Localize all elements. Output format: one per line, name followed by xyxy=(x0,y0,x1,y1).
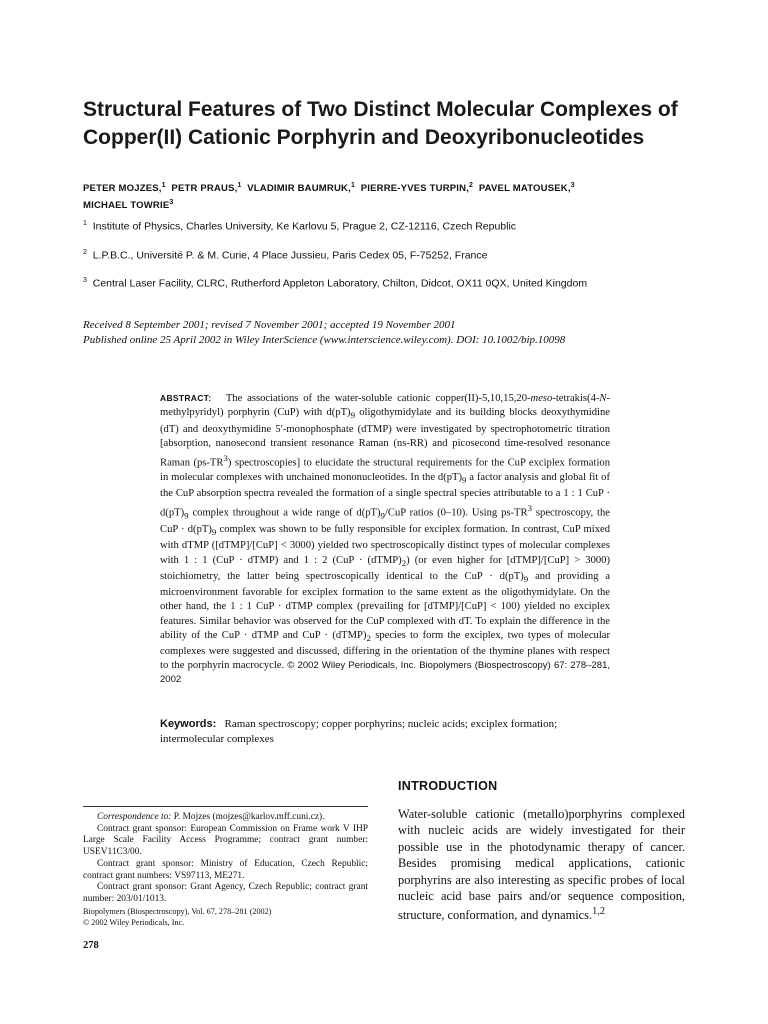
copyright-note: © 2002 Wiley Periodicals, Inc. xyxy=(83,917,185,927)
grant-note: Contract grant sponsor: Ministry of Education, Czech Republic; contract grant numbers: VS97113, ME271. xyxy=(83,858,368,881)
journal-info: Biopolymers (Biospectroscopy), Vol. 67, 278–281 (2002) xyxy=(83,906,272,916)
abstract-label: ABSTRACT: xyxy=(160,393,212,403)
correspondence-note: Correspondence to: P. Mojzes (mojzes@karlov.mff.cuni.cz). xyxy=(97,812,325,822)
section-heading-introduction: INTRODUCTION xyxy=(398,779,498,793)
article-dates xyxy=(83,318,703,348)
keywords: Keywords: Raman spectroscopy; copper porphyrins; nucleic acids; exciplex formation; intermolecular complexes xyxy=(160,718,558,745)
author: PIERRE-YVES TURPIN,$^2$ xyxy=(360,182,474,195)
author: PETER MOJZES,$^1$ xyxy=(83,182,166,195)
author: MICHAEL TOWRIE$^3$ xyxy=(83,199,174,212)
introduction-text: Water-soluble cationic (metallo)porphyrins complexed with nucleic acids are widely investigated for their possible use in the photodynamic therapy of cancer. Besides promising medical applications, cationic porphyrins are also interesting as specific probes of local nucleic acid base pairs and/or sequence composition, structure, conformation, and dynamics.$^{1,2}$ xyxy=(398,807,685,923)
affiliation-2: $^2$ L.P.B.C., Université P. & M. Curie, 4 Place Jussieu, Paris Cedex 05, F-75252, France xyxy=(83,249,488,262)
page-number: 278 xyxy=(83,940,99,951)
abstract-citation: © 2002 Wiley Periodicals, Inc. Biopolymers (Biospectroscopy) 67: 278–281, 2002 xyxy=(160,660,610,686)
grant-note: Contract grant sponsor: Grant Agency, Czech Republic; contract grant number: 203/01/1013. xyxy=(83,882,368,904)
author: PETR PRAUS,$^1$ xyxy=(171,182,242,195)
received-dates: Received 8 September 2001; revised 7 November 2001; accepted 19 November 2001 xyxy=(83,319,456,331)
author: VLADIMIR BAUMRUK,$^1$ xyxy=(247,182,356,195)
abstract: ABSTRACT: The associations of the water-soluble cationic copper(II)-5,10,15,20-meso-tetrakis(4-N-methylpyridyl) porphyrin (CuP) with $d(pT)_9$ oligothymidylate and its building blocks deoxythymidine (dT) and deoxythymidine 5′-monophosphate (dTMP) were investigated by spectrophotometric titration [absorption, nanosecond transient resonance Raman (ns-RR) and picosecond time-resolved resonance Raman $(ps-TR^3)$ spectroscopies] to elucidate the structural requirements for the CuP exciplex formation in molecular complexes with unchained mononucleotides. In the $d(pT)_9$ a factor analysis and global fit of the CuP absorption spectra revealed the formation of a single spectral species attributable to a 1 : 1 CuP · $d(pT)_9$ complex throughout a wide range of $d(pT)_9$/CuP ratios (0–10). Using $ps-TR^3$ spectroscopy, the CuP · $d(pT)_9$ complex was shown to be fully responsible for exciplex formation. In contrast, CuP mixed with dTMP ([dTMP]/[CuP] < 3000) yielded two spectroscopically distinct types of molecular complexes with 1 : 1 (CuP · dTMP) and 1 : 2 $(CuP \cdot (dTMP)_2)$ (or even higher for [dTMP]/[CuP] > 3000) stoichiometry, the latter being spectroscopically identical to the CuP · $d(pT)_9$ and providing a microenvironment favorable for exciplex formation to the same extent as the oligothymidylate. On the other hand, the 1 : 1 CuP · dTMP complex (prevailing for [dTMP]/[CuP] < 100) yielded no exciplex features. Similar behavior was observed for the CuP complexed with dT. To explain the difference in the ability of the CuP · dTMP and CuP · $(dTMP)_2$ species to form the exciplex, two types of molecular complexes were suggested and discussed, differing in the orientation of the thymine planes with respect to the porphyrin macrocycle. © 2002 Wiley Periodicals, Inc. Biopolymers (Biospectroscopy) 67: 278–281, 2002 xyxy=(160,393,611,686)
article-title: Structural Features of Two Distinct Molecular Complexes of Copper(II) Cationic Porphyrin and Deoxyribonucleotides xyxy=(83,98,678,149)
affiliation-3: $^3$ Central Laser Facility, CLRC, Rutherford Appleton Laboratory, Chilton, Didcot, OX11 0QX, United Kingdom xyxy=(83,277,588,290)
keywords-label: Keywords: xyxy=(160,718,217,730)
affiliation-1: $^1$ Institute of Physics, Charles University, Ke Karlovu 5, Prague 2, CZ-12116, Czech Republic xyxy=(83,220,517,233)
grant-note: Contract grant sponsor: European Commission on Frame work V IHP Large Scale Facility Access Programme; contract grant number: USEV11C3/00. xyxy=(83,823,368,858)
footnotes xyxy=(83,806,368,928)
author-list xyxy=(83,179,693,213)
published-online: Published online 25 April 2002 in Wiley InterScience (www.interscience.wiley.com). DOI: 10.1002/bip.10098 xyxy=(83,334,566,346)
author: PAVEL MATOUSEK,$^3$ xyxy=(478,182,575,195)
